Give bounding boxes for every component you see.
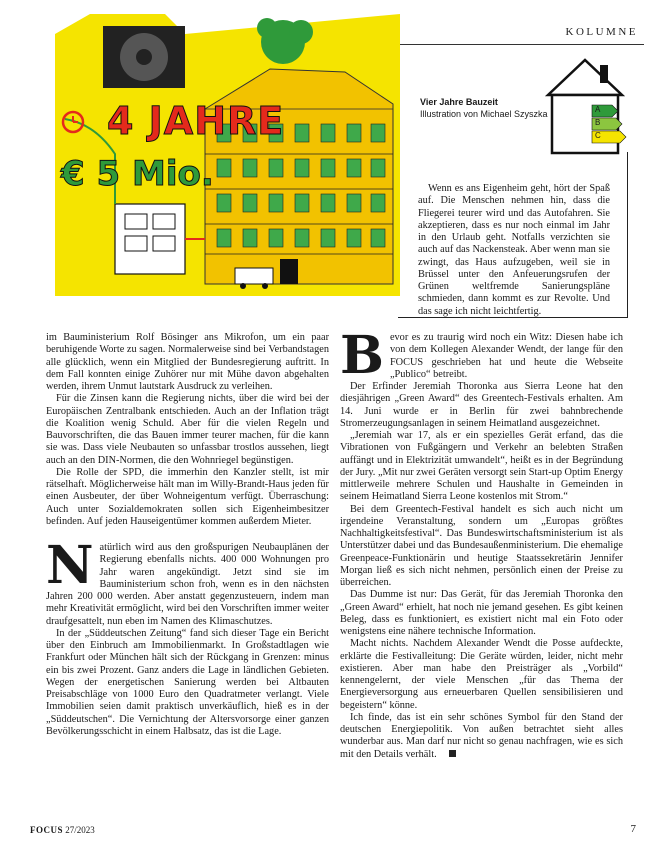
paragraph: [340, 712, 623, 761]
paragraph: im Bauministerium Rolf Bösinger ans Mikrofon, um ein paar beruhigende Worte zu sagen. Normalerweise sind bei Verbandstagen alle glücklich, wenn ein Mitglied der Bundesregierung auftritt. In dem Fall konnten einige Zuhörer nur mit Mühe davon abgehalten werden, ihrem Unmut lautstark Ausdruck zu verleihen.: [46, 332, 329, 392]
top-rule: [400, 44, 644, 45]
illustration-text-money: € 5 Mio.: [61, 154, 214, 194]
paragraph-text: evor es zu traurig wird noch ein Witz: Diesen habe ich von dem Kollegen Alexander Wendt, der lange für den FOCUS geschrieben hat und heute die Webseite „Publico“ betreibt.: [389, 332, 623, 380]
drop-cap: B: [340, 325, 384, 386]
article-column-left: [46, 332, 329, 738]
energy-label-a: A: [595, 105, 601, 114]
paragraph-dropcap: [46, 535, 329, 628]
energy-label-house-icon: [540, 55, 640, 155]
intro-paragraph: Wenn es ans Eigenheim geht, hört der Spaß auf. Die Menschen nehmen hin, dass die Fliegerei teurer wird und das Autofahren. Sie akzeptieren, dass es nur noch einmal im Jahr in den Urlaub geht. Notfalls verzichten sie auch auf das Nackensteak. Aber wenn man sie zwingt, das Haus aufzugeben, weil sie in Brüssel unter den Anfeuerungsrufen der Grünen weltfremde Sanierungspläne schmieden, dann kommt es zur Revolte. Und das sage ich nicht leichtfertig.: [418, 183, 610, 317]
issue-number: 27/2023: [65, 825, 95, 835]
caption-credit: Illustration von Michael Szyszka: [420, 109, 548, 119]
paragraph: Für die Zinsen kann die Regierung nichts, über die wird bei der Europäischen Zentralbank entschieden. Auch an der Inflation trägt die Koalition wenig Schuld. Aber für die vielen Regeln und Bauvorschriften, die das Bauen immer teurer machen, für die kann sie was. Dass viele Neubauten so unfassbar trostlos aussehen, liegt auch an den DIN-Normen, die den Wohnriegel begünstigen.: [46, 393, 329, 466]
van-icon: [235, 268, 273, 284]
paragraph: Der Erfinder Jeremiah Thoronka aus Sierra Leone hat den diesjährigen „Green Award“ des Greentech-Festivals erhalten. Am 14. Juni wurde er in Berlin für zwei bahnbrechende Stromerzeugungsanlagen in seinem Heimatland ausgezeichnet.: [340, 381, 623, 429]
paragraph-text: Ich finde, das ist ein sehr schönes Symbol für den Stand der deutschen Energiepolitik. Von außen betrachtet sieht alles wunderbar aus. Man darf nur nicht so genau nachfragen, wie es sich mit den Details verhält.: [340, 711, 623, 760]
paragraph: Bei dem Greentech-Festival handelt es sich auch nicht um irgendeine Veranstaltung, sondern um „Europas größtes Nachhaltigkeitsfestival“. Das Bundeswirtschaftsministerium ist als Unterstützer dabei und das Bundesaußenministerium. Die ehemalige Greenpeace-Funktionärin und heutige Staatssekretärin Jennifer Morgan ließ es sich nicht nehmen, persönlich einen der Preise zu überreichen.: [340, 503, 623, 588]
magazine-name: FOCUS: [30, 825, 64, 835]
caption-title: Vier Jahre Bauzeit: [420, 97, 498, 107]
end-mark-icon: [449, 750, 456, 757]
paragraph: Die Rolle der SPD, die immerhin den Kanzler stellt, ist mir rätselhaft. Möglicherweise hält man im Willy-Brandt-Haus jeden für einen Ausbeuter, der über Wohneigentum verfügt. Überraschung: Auch unter Sozialdemokraten sollen sich Eigenheimbesitzer befinden. Auf jeden Hauseigentümer kommen außerdem Mieter.: [46, 466, 329, 527]
paragraph: Macht nichts. Nachdem Alexander Wendt die Posse aufdeckte, erklärte die Festivalleitung: Die Geräte würden, leider, nicht mehr existieren. Aber man habe den Preisträger als „Vorbild“ kennengelernt, der viele Menschen „für das Thema der Energieversorgung aus erneuerbaren Quellen sensibilisieren und begeistern“ könne.: [340, 638, 623, 711]
energy-label-c: C: [595, 131, 601, 140]
paragraph: In der „Süddeutschen Zeitung“ fand sich dieser Tage ein Bericht über den Einbruch am Immobilienmarkt. In Großstadtlagen wie Frankfurt oder München hält sich der Rückgang in Grenzen: minus ein bis zwei Prozent. Ganz anders die Lage in ländlichen Gebieten. Wegen der energetischen Sanierung werden bei Altbauten Preisabschläge von 1000 Euro den Quadratmeter verlangt. Viele Immobilien seien damit praktisch unverkäuflich, hieß es in der „Süddeutschen“. Die Vernichtung der Altersvorsorge einer ganzen Bevölkerungsschicht in einem Halbsatz, das ist die Lage.: [46, 627, 329, 737]
paragraph-dropcap: [340, 325, 623, 386]
paragraph: „Jeremiah war 17, als er ein spezielles Gerät erfand, das die Vibrationen von Fußgängern und Verkehr an belebten Straßen auffängt und in Elektrizität umwandelt“, heißt es in der Begründung der Jury. „Mit nur zwei Geräten versorgt sein Start-up Optim Energy mittlerweile mehrere Schulen und Haushalte in Gemeinden in seinem Heimatland Sierra Leone kostenlos mit Strom.“: [340, 430, 623, 503]
paragraph: Das Dumme ist nur: Das Gerät, für das Jeremiah Thoronka den „Green Award“ erhielt, hat noch nie jemand gesehen. Es gibt keinen Beleg, dass es funktioniert, es existiert nicht mal ein Foto oder wenigstens eine nähere technische Information.: [340, 589, 623, 637]
illustration: [55, 14, 400, 296]
page-number: 7: [630, 823, 636, 835]
intro-text: [418, 183, 610, 318]
illustration-text-years: 4 JAHRE: [107, 99, 285, 143]
footer-issue: [30, 825, 95, 835]
drop-cap: N: [46, 535, 94, 596]
paragraph-text: atürlich wird aus den großspurigen Neubauplänen der Regierung ebenfalls nichts. 400 000 Wohnungen pro Jahr waren angekündigt. Jetzt sind sie im Bauministerium schon froh, wenn es in den nächsten Jahren 200 000 werden. Aber anstatt gegenzusteuern, indem man mehr Kreativität ermöglicht, wird bei den Vorschriften immer weiter draufgesattelt, nun eben im Namen des Klimaschutzes.: [46, 542, 329, 627]
section-label: KOLUMNE: [565, 26, 638, 38]
energy-label-b: B: [595, 118, 601, 127]
article-column-right: [340, 325, 623, 761]
